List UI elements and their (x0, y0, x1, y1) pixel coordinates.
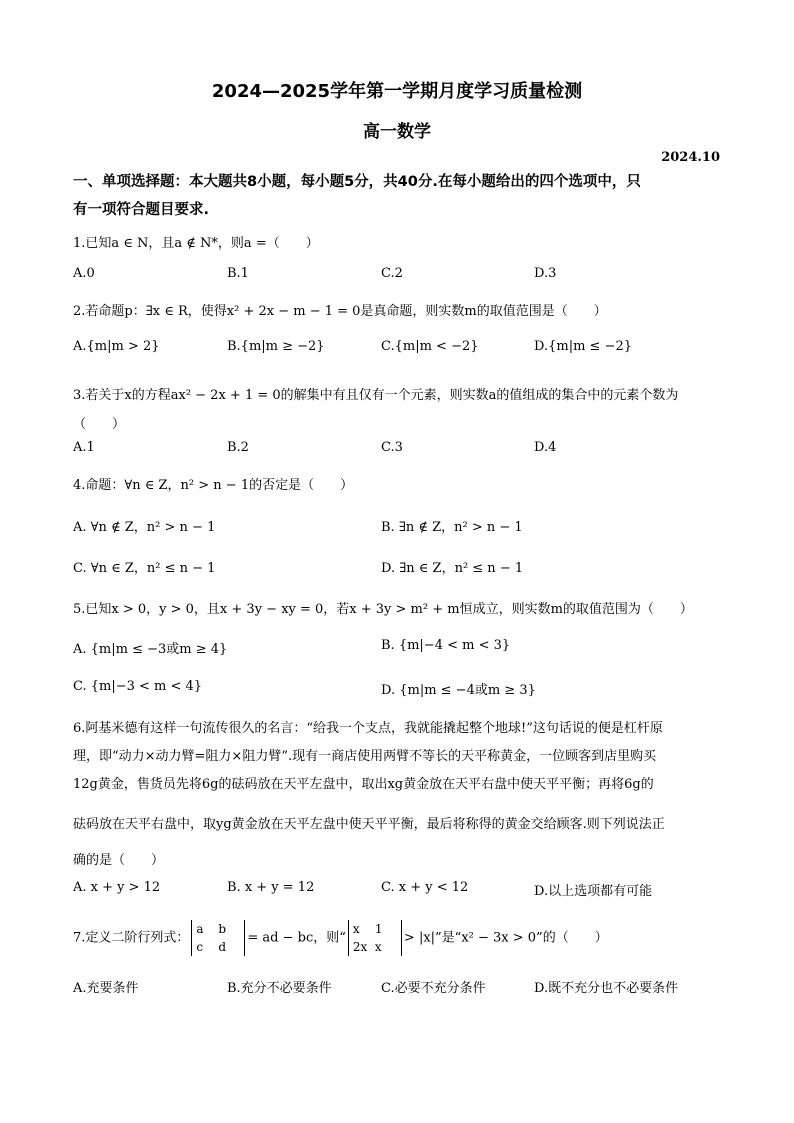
question-7-stem-part-3: > |x|”是“x² − 3x > 0”的（ ） (403, 930, 608, 946)
det2-a: x (352, 922, 360, 936)
question-2-option-a: A.{m|m > 2} (73, 339, 160, 354)
question-6-line-4: 砝码放在天平右盘中，取yg黄金放在天平左盘中使天平平衡，最后将称得的黄金交给顾客.则下列说法正 (73, 817, 665, 832)
question-4-option-a: A. ∀n ∉ Z，n² > n − 1 (73, 520, 216, 535)
det1-a: a (196, 922, 204, 936)
det2-b: 1 (374, 922, 383, 936)
question-7-option-d: D.既不充分也不必要条件 (534, 981, 679, 996)
exam-title: 2024—2025学年第一学期月度学习质量检测 (211, 81, 583, 102)
question-6-line-5: 确的是（ ） (73, 853, 165, 868)
question-1-option-a: A.0 (73, 266, 95, 281)
question-4-option-d: D. ∃n ∈ Z，n² ≤ n − 1 (381, 561, 524, 576)
question-4-stem: 4.命题：∀n ∈ Z，n² > n − 1的否定是（ ） (73, 478, 354, 493)
question-3-stem: 3.若关于x的方程ax² − 2x + 1 = 0的解集中有且仅有一个元素，则实数a的值组成的集合中的元素个数为 (73, 388, 679, 403)
question-7-option-b: B.充分不必要条件 (227, 981, 332, 996)
question-7-stem-part-2: = ad − bc，则“ (247, 930, 346, 946)
determinant-abcd (191, 920, 245, 956)
question-7-stem (73, 920, 608, 956)
question-3-option-c: C.3 (381, 440, 403, 455)
question-6-option-c: C. x + y < 12 (381, 880, 469, 895)
det1-d: d (218, 940, 227, 954)
question-1-option-d: D.3 (534, 266, 557, 281)
determinant-x (348, 920, 402, 956)
question-5-option-a: A. {m|m ≤ −3或m ≥ 4} (73, 642, 228, 657)
section-heading-line-1: 一、单项选择题：本大题共8小题，每小题5分，共40分.在每小题给出的四个选项中，只 (73, 174, 641, 190)
question-2-option-d: D.{m|m ≤ −2} (534, 339, 632, 354)
question-7-option-a: A.充要条件 (73, 981, 139, 996)
subject-title: 高一数学 (363, 122, 431, 142)
question-5-option-b: B. {m|−4 < m < 3} (381, 638, 511, 653)
question-6-line-2: 理，即“动力×动力臂=阻力×阻力臂”.现有一商店使用两臂不等长的天平称黄金，一位顾客到店里购买 (73, 749, 657, 764)
question-2-option-c: C.{m|m < −2} (381, 339, 479, 354)
question-4-option-b: B. ∃n ∉ Z，n² > n − 1 (381, 520, 523, 535)
question-3-option-a: A.1 (73, 440, 95, 455)
question-3-option-d: D.4 (534, 440, 557, 455)
question-7-option-c: C.必要不充分条件 (381, 981, 486, 996)
question-2-stem: 2.若命题p：∃x ∈ R，使得x² + 2x − m − 1 = 0是真命题，则实数m的取值范围是（ ） (73, 304, 607, 319)
question-5-option-c: C. {m|−3 < m < 4} (73, 679, 203, 694)
det2-c: 2x (352, 940, 368, 954)
det1-b: b (218, 922, 227, 936)
question-5-option-d: D. {m|m ≤ −4或m ≥ 3} (381, 683, 536, 698)
question-3-option-b: B.2 (227, 440, 249, 455)
question-6-option-b: B. x + y = 12 (227, 880, 315, 895)
question-2-option-b: B.{m|m ≥ −2} (227, 339, 325, 354)
det2-d: x (374, 940, 382, 954)
question-1-option-c: C.2 (381, 266, 403, 281)
question-1-stem: 1.已知a ∈ N，且a ∉ N*，则a =（ ） (73, 236, 319, 251)
question-7-stem-part-1: 7.定义二阶行列式： (73, 930, 190, 946)
question-5-stem: 5.已知x > 0，y > 0，且x + 3y − xy = 0，若x + 3y > m² + m恒成立，则实数m的取值范围为（ ） (73, 602, 693, 617)
det1-c: c (196, 940, 204, 954)
question-6-option-d: D.以上选项都有可能 (534, 884, 653, 899)
question-3-stem-bracket: （ ） (73, 417, 126, 432)
question-6-line-3: 12g黄金，售货员先将6g的砝码放在天平左盘中，取出xg黄金放在天平右盘中使天平平衡；再将6g的 (73, 777, 654, 792)
question-6-option-a: A. x + y > 12 (73, 880, 161, 895)
question-6-line-1: 6.阿基米德有这样一句流传很久的名言：“给我一个支点，我就能撬起整个地球!”这句话说的便是杠杆原 (73, 721, 663, 736)
question-1-option-b: B.1 (227, 266, 249, 281)
exam-date: 2024.10 (661, 150, 720, 165)
section-heading-line-2: 有一项符合题目要求. (73, 202, 210, 218)
section-heading (73, 168, 723, 224)
question-4-option-c: C. ∀n ∈ Z，n² ≤ n − 1 (73, 561, 216, 576)
